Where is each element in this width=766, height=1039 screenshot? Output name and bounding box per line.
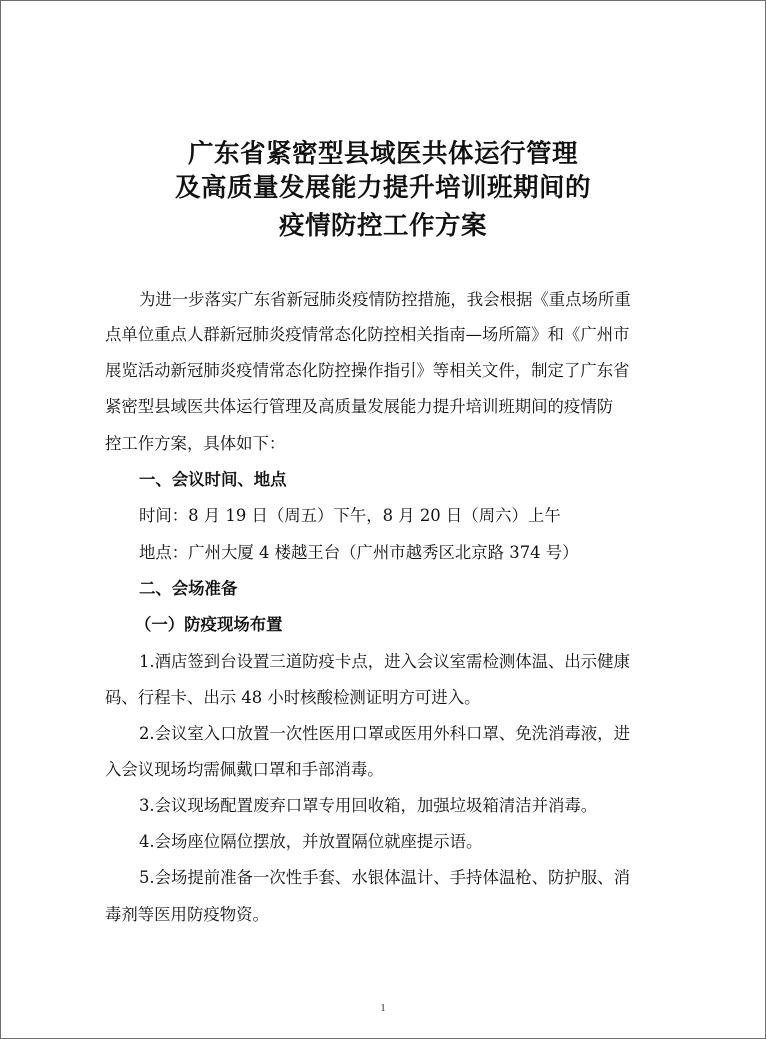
- meeting-location-text: 地点：广州大厦 4 楼越王台（广州市越秀区北京路 374 号）: [139, 543, 579, 562]
- intro-paragraph-line-3: 展览活动新冠肺炎疫情常态化防控操作指引》等相关文件，制定了广东省: [105, 361, 630, 380]
- list-item-2-line-2: 入会议现场均需佩戴口罩和手部消毒。: [105, 760, 384, 779]
- subsection-heading-epidemic-prevention-setup: （一）防疫现场布置: [135, 615, 283, 634]
- document-title-line-3: 疫情防控工作方案: [278, 211, 487, 241]
- intro-paragraph-line-4: 紧密型县域医共体运行管理及高质量发展能力提升培训班期间的疫情防: [105, 397, 614, 416]
- list-item-4-line-1: 4.会场座位隔位摆放，并放置隔位就座提示语。: [139, 832, 483, 851]
- document-title-line-2: 及高质量发展能力提升培训班期间的: [174, 173, 591, 203]
- list-item-1-line-2: 码、行程卡、出示 48 小时核酸检测证明方可进入。: [105, 688, 481, 707]
- intro-paragraph-line-5: 控工作方案，具体如下：: [105, 434, 286, 453]
- intro-paragraph-line-2: 点单位重点人群新冠肺炎疫情常态化防控相关指南—场所篇》和《广州市: [105, 325, 630, 344]
- list-item-5-line-1: 5.会场提前准备一次性手套、水银体温计、手持体温枪、防护服、消: [139, 868, 630, 887]
- meeting-time-text: 时间：8 月 19 日（周五）下午，8 月 20 日（周六）上午: [139, 506, 561, 525]
- page-number: 1: [380, 1002, 386, 1014]
- list-item-1-line-1: 1.酒店签到台设置三道防疫卡点，进入会议室需检测体温、出示健康: [139, 652, 630, 671]
- intro-paragraph-line-1: 为进一步落实广东省新冠肺炎疫情防控措施，我会根据《重点场所重: [139, 290, 631, 309]
- document-title-line-1: 广东省紧密型县域医共体运行管理: [187, 139, 578, 169]
- list-item-3-line-1: 3.会议现场配置废弃口罩专用回收箱，加强垃圾箱清洁并消毒。: [139, 796, 598, 815]
- list-item-2-line-1: 2.会议室入口放置一次性医用口罩或医用外科口罩、免洗消毒液，进: [139, 724, 630, 743]
- list-item-5-line-2: 毒剂等医用防疫物资。: [105, 905, 269, 924]
- section-heading-meeting-time-location: 一、会议时间、地点: [139, 470, 287, 489]
- section-heading-venue-preparation: 二、会场准备: [139, 579, 238, 598]
